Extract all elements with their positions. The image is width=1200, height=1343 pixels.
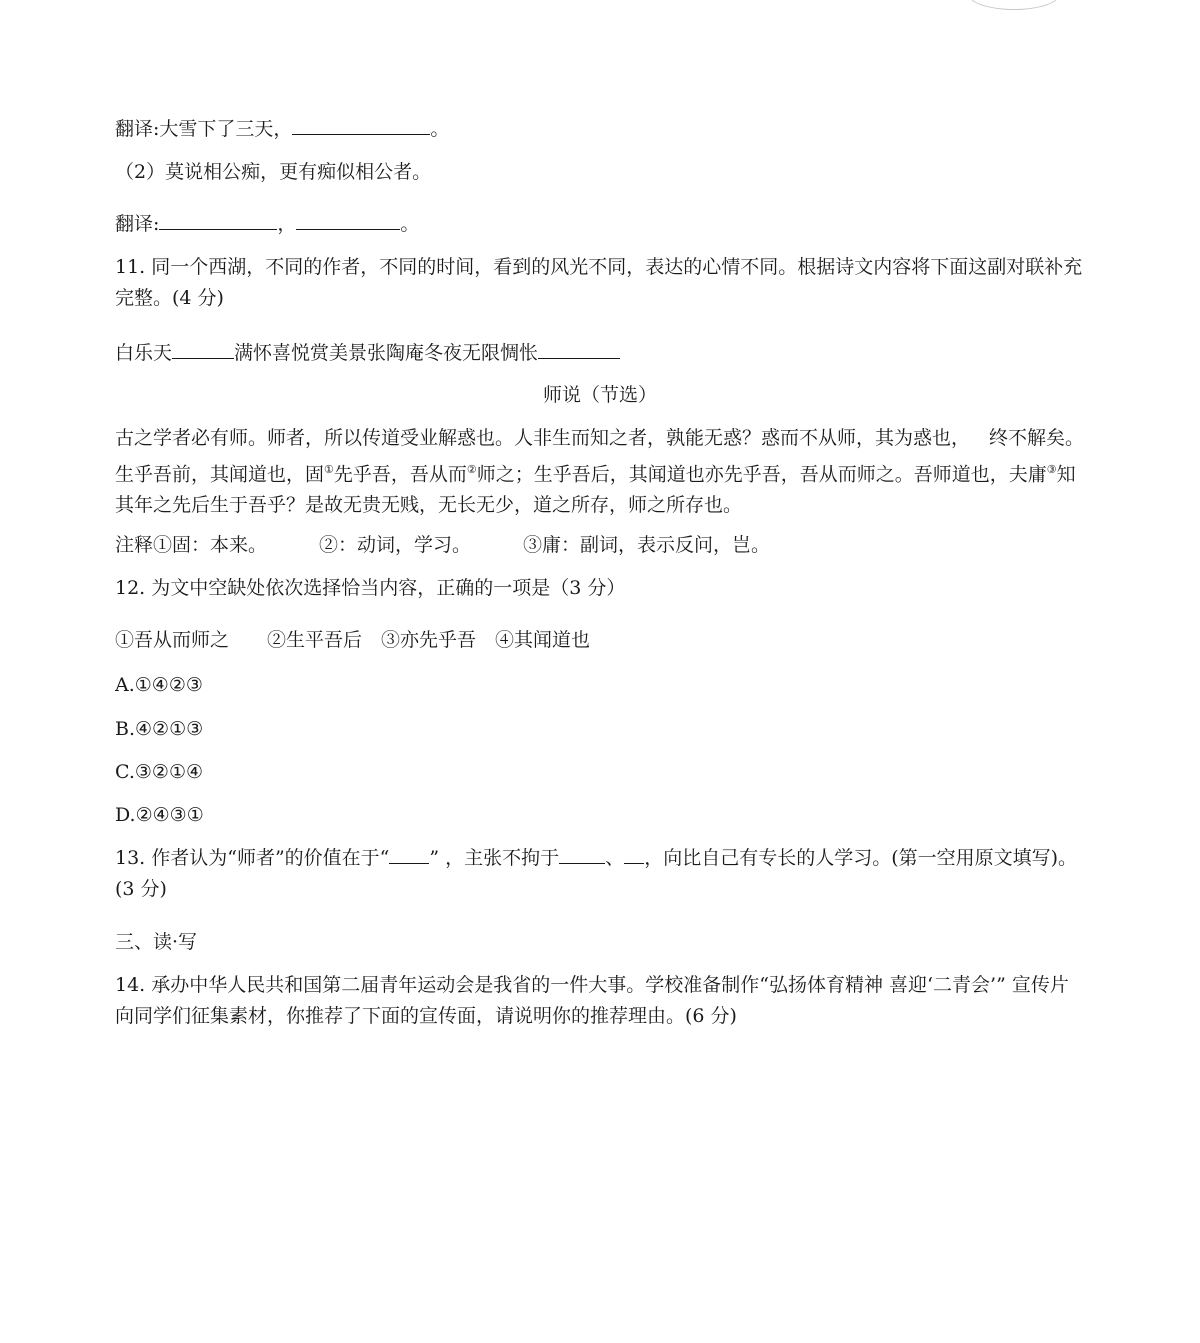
section-3-heading: 三、读·写	[115, 931, 198, 953]
answer-blank[interactable]	[296, 211, 400, 230]
answer-blank[interactable]	[538, 340, 620, 359]
translation-line-1: 翻译:大雪下了三天， 。	[115, 118, 450, 140]
stamp-edge	[968, 0, 1060, 10]
option-c[interactable]: C.③②①④	[115, 761, 204, 783]
passage-title: 师说（节选）	[542, 384, 657, 406]
option-a[interactable]: A.①④②③	[115, 674, 203, 696]
option-b[interactable]: B.④②①③	[115, 718, 204, 740]
answer-blank[interactable]	[172, 340, 234, 359]
question-12-items: ①吾从而师之 ②生平吾后 ③亦先乎吾 ④其闻道也	[115, 629, 591, 651]
answer-blank[interactable]	[389, 845, 429, 864]
answer-blank[interactable]	[159, 211, 277, 230]
question-10-2: （2）莫说相公痴，更有痴似相公者。	[115, 161, 432, 183]
answer-blank[interactable]	[624, 845, 644, 864]
translation-line-2: 翻译: ， 。	[115, 213, 420, 235]
passage-text: 古之学者必有师。师者，所以传道受业解惑也。人非生而知之者，孰能无惑？惑而不从师，其为惑也， 终不解矣。生乎吾前，其闻道也，固①先乎吾，吾从而②师之；生乎吾后，其闻道也亦先乎吾，吾从而师之。吾师道也，夫庸③知其年之先后生于吾乎？是故无贵无贱，无长无少，道之所存，师之所存也。	[115, 427, 1085, 517]
question-14: 14. 承办中华人民共和国第二届青年运动会是我省的一件大事。学校准备制作“弘扬体育精神 喜迎‘二青会’” 宣传片向同学们征集素材，你推荐了下面的宣传面，请说明你的推荐理由。(6 分)	[115, 974, 1069, 1027]
couplet-line: 白乐天 满怀喜悦赏美景张陶庵冬夜无限惆怅	[115, 340, 620, 366]
question-11: 11. 同一个西湖，不同的作者，不同的时间，看到的风光不同，表达的心情不同。根据诗文内容将下面这副对联补充完整。(4 分)	[115, 256, 1083, 309]
question-13: 13. 作者认为“师者”的价值在于“ ” ，主张不拘于 、 ，向比自己有专长的人学习。(第一空用原文填写)。(3 分)	[115, 847, 1078, 900]
notes: 注释①固：本来。 ②：动词，学习。 ③庸：副词，表示反问，岂。	[115, 534, 771, 556]
question-12: 12. 为文中空缺处依次选择恰当内容，正确的一项是（3 分）	[115, 577, 626, 599]
answer-blank[interactable]	[292, 116, 430, 135]
answer-blank[interactable]	[559, 845, 605, 864]
option-d[interactable]: D.②④③①	[115, 804, 204, 826]
